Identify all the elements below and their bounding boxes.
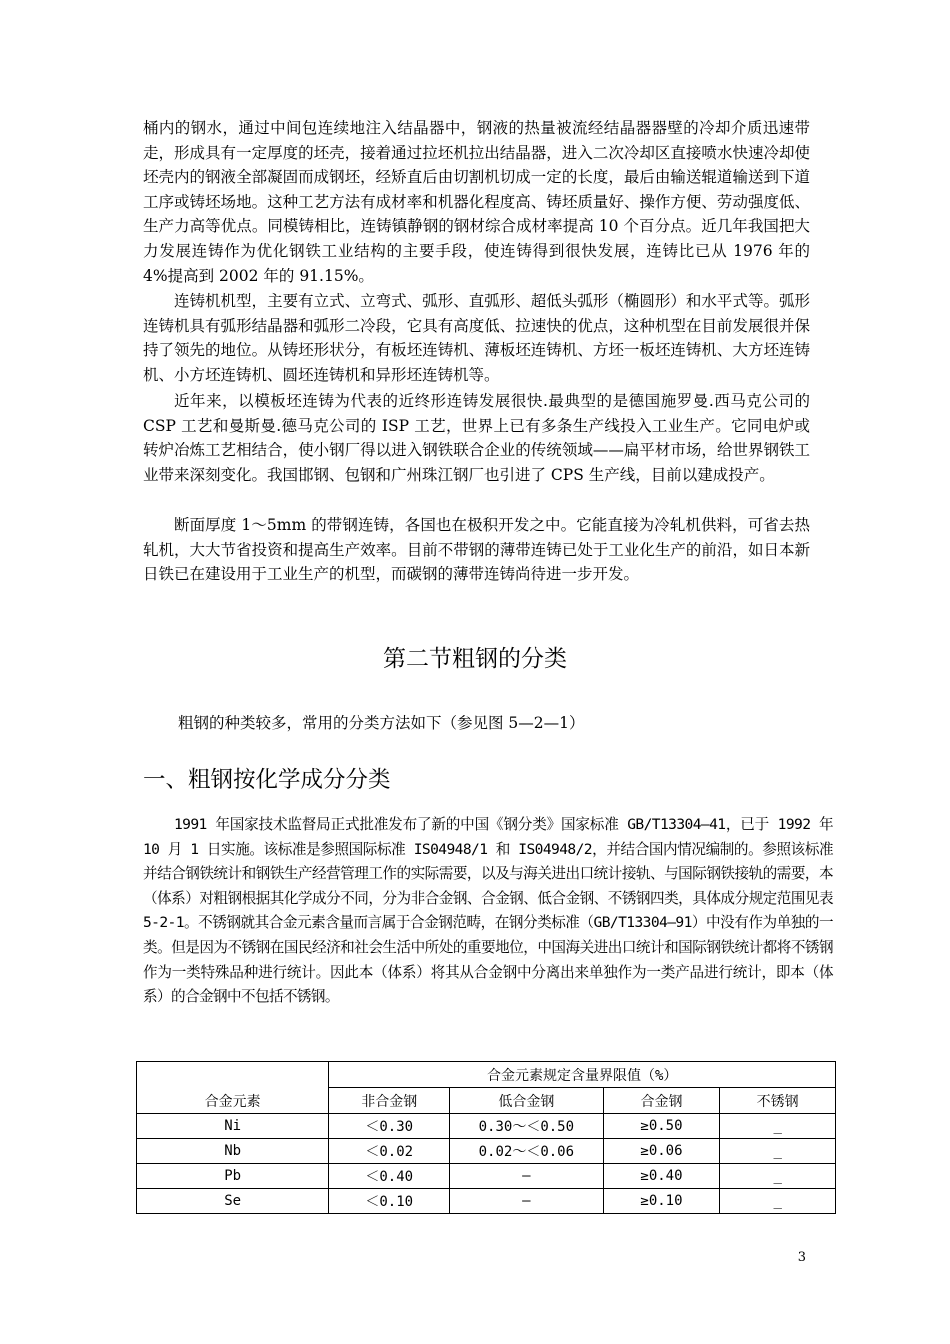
body-paragraph: 桶内的钢水，通过中间包连续地注入结晶器中，钢液的热量被流经结晶器器壁的冷却介质迅速带走，形成具有一定厚度的坯壳，接着通过拉坯机拉出结晶器，进入二次冷却区直接喷水快速冷却使坯壳内的钢液全部凝固而成钢坯，经矫直后由切割机切成一定的长度，最后由输送辊道输送到下道工序或铸坯场地。这种工艺方法有成材率和机器化程度高、铸坯质量好、操作方便、劳动强度低、生产力高等优点。同模铸相比，连铸镇静钢的钢材综合成材率提高 10 个百分点。近几年我国把大力发展连铸作为优化钢铁工业结构的主要手段，使连铸得到很快发展，连铸比已从 1976 年的 4%提高到 2002 年的 91.15%。	[143, 119, 810, 285]
table-row	[137, 1139, 836, 1164]
table-cell: _	[720, 1114, 836, 1139]
table-row	[137, 1114, 836, 1139]
intro-paragraph: 粗钢的种类较多，常用的分类方法如下（参见图 5—2—1）	[178, 714, 585, 732]
table-cell: ＜0.10	[329, 1189, 450, 1214]
table-row	[137, 1164, 836, 1189]
table-header-element: 合金元素	[137, 1062, 329, 1114]
alloy-limits-table	[136, 1061, 836, 1214]
body-paragraph: 近年来，以模板坯连铸为代表的近终形连铸发展很快.最典型的是德国施罗曼.西马克公司的 CSP 工艺和曼斯曼.德马克公司的 ISP 工艺，世界上已有多条生产线投入工业生产。它同电炉或转炉冶炼工艺相结合，使小钢厂得以进入钢铁联合企业的传统领域——扁平材市场，给世界钢铁工业带来深刻变化。我国邯钢、包钢和广州珠江钢厂也引进了 CPS 生产线，目前以建成投产。	[143, 392, 810, 484]
table-row	[137, 1189, 836, 1214]
table-cell: 0.30～＜0.50	[450, 1114, 604, 1139]
table-cell: Ni	[137, 1114, 329, 1139]
table-cell: —	[450, 1164, 604, 1189]
table-cell: _	[720, 1164, 836, 1189]
table-cell: ≥0.06	[603, 1139, 720, 1164]
table-column-header: 低合金钢	[450, 1088, 604, 1114]
section-title: 第二节粗钢的分类	[383, 646, 567, 672]
table-cell: ≥0.50	[603, 1114, 720, 1139]
page-number: 3	[797, 1250, 806, 1265]
table-column-header: 合金钢	[603, 1088, 720, 1114]
table-column-header: 非合金钢	[329, 1088, 450, 1114]
table-cell: Se	[137, 1189, 329, 1214]
table-cell: ＜0.40	[329, 1164, 450, 1189]
table-cell: 0.02～＜0.06	[450, 1139, 604, 1164]
table-cell: —	[450, 1189, 604, 1214]
table-header-group: 合金元素规定含量界限值（%）	[329, 1062, 836, 1088]
table-cell: ≥0.40	[603, 1164, 720, 1189]
table-cell: Nb	[137, 1139, 329, 1164]
body-paragraph: 1991 年国家技术监督局正式批准发布了新的中国《钢分类》国家标准 GB/T13304—41，已于 1992 年 10 月 1 日实施。该标准是参照国际标准 IS04948/1 和 IS04948/2，并结合国内情况编制的。参照该标准并结合钢铁统计和钢铁生产经营管理工作的实际需要，以及与海关进出口统计接轨、与国际钢铁接轨的需要，本（体系）对粗钢根据其化学成分不同，分为非合金钢、合金钢、低合金钢、不锈钢四类，具体成分规定范围见表 5-2-1。不锈钢就其合金元素含量而言属于合金钢范畴，在钢分类标准（GB/T13304—91）中没有作为单独的一类。但是因为不锈钢在国民经济和社会生活中所处的重要地位，中国海关进出口统计和国际钢铁统计都将不锈钢作为一类特殊品种进行统计。因此本（体系）将其从合金钢中分离出来单独作为一类产品进行统计，即本（体系）的合金钢中不包括不锈钢。	[143, 816, 833, 1006]
table-cell: Pb	[137, 1164, 329, 1189]
table-cell: ≥0.10	[603, 1189, 720, 1214]
table-column-header: 不锈钢	[720, 1088, 836, 1114]
table-cell: _	[720, 1189, 836, 1214]
body-paragraph: 断面厚度 1～5mm 的带钢连铸，各国也在极积开发之中。它能直接为冷轧机供料，可省去热轧机，大大节省投资和提高生产效率。目前不带钢的薄带连铸已处于工业化生产的前沿，如日本新日铁已在建设用于工业生产的机型，而碳钢的薄带连铸尚待进一步开发。	[143, 516, 810, 584]
table-cell: _	[720, 1139, 836, 1164]
table-cell: ＜0.02	[329, 1139, 450, 1164]
subsection-heading: 一、粗钢按化学成分分类	[143, 767, 391, 793]
table-cell: ＜0.30	[329, 1114, 450, 1139]
body-paragraph: 连铸机机型，主要有立式、立弯式、弧形、直弧形、超低头弧形（椭圆形）和水平式等。弧形连铸机具有弧形结晶器和弧形二冷段，它具有高度低、拉速快的优点，这种机型在目前发展很并保持了领先的地位。从铸坯形状分，有板坯连铸机、薄板坯连铸机、方坯一板坯连铸机、大方坯连铸机、小方坯连铸机、圆坯连铸机和异形坯连铸机等。	[143, 292, 810, 384]
